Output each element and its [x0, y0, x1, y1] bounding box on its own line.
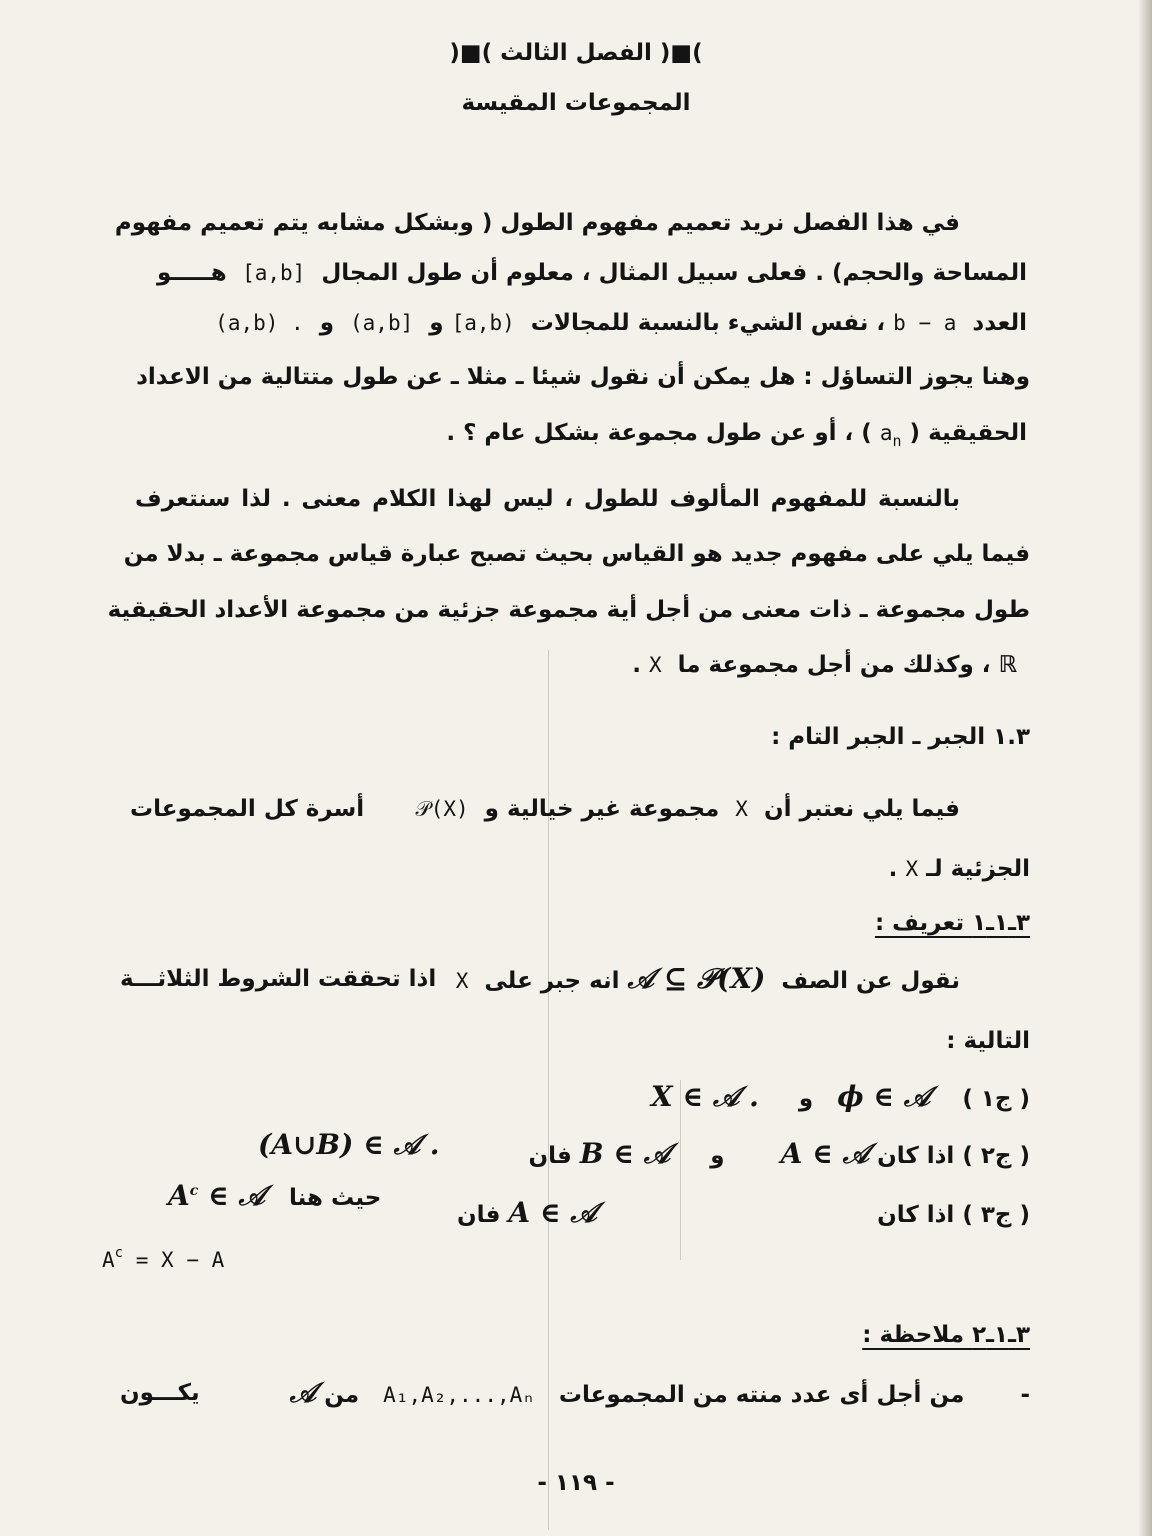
condition-3 — [457, 1196, 1030, 1232]
remark-text: يكـــون — [120, 1380, 200, 1406]
section-heading: ١.٣ الجبر ـ الجبر التام : — [771, 724, 1030, 750]
chapter-subtitle: المجموعات المقيسة — [461, 90, 691, 116]
math-set-x: X — [905, 857, 919, 881]
para2-text: . — [632, 652, 641, 678]
condition-text: و — [710, 1143, 725, 1169]
intro-line-2 — [157, 256, 1027, 290]
definition-line-1 — [120, 962, 960, 998]
section-text: فيما يلي نعتبر أن — [763, 796, 960, 822]
complement-superscript: c — [114, 1245, 124, 1261]
intro-text: هـــــو — [157, 260, 227, 286]
section-text: أسرة كل المجموعات — [130, 796, 365, 822]
math-a-in-algebra: A ∈ 𝒜 — [780, 1137, 870, 1170]
math-set-x: X — [455, 969, 469, 993]
membership-symbol: ∈ 𝒜 — [208, 1179, 265, 1212]
math-interval: (a,b] — [350, 311, 414, 335]
math-interval: [a,b] — [242, 261, 306, 285]
definition-text: نقول عن الصف — [781, 968, 960, 994]
condition-label: ( ج١ ) — [962, 1086, 1030, 1112]
intro-line-4: وهنا يجوز التساؤل : هل يمكن أن نقول شيئا ـ مثلا ـ عن طول متتالية من الاعداد — [136, 364, 1030, 390]
math-sequence — [879, 421, 902, 450]
condition-text: فان — [528, 1143, 572, 1169]
definition-heading: ٣ـ١ـ١ تعريف : — [874, 910, 1030, 936]
page-edge-shadow — [1138, 0, 1152, 1536]
math-difference: b − a — [893, 311, 957, 335]
math-algebra-symbol: 𝒜 — [289, 1376, 317, 1409]
intro-text: ) ، أو عن طول مجموعة بشكل عام ؟ . — [446, 420, 872, 446]
remark-text: من — [324, 1382, 360, 1408]
condition-label: ( ج٣ ) اذا كان — [877, 1202, 1030, 1228]
math-union-in-algebra: (A∪B) ∈ 𝒜 . — [258, 1128, 440, 1161]
definition-line-2: التالية : — [946, 1028, 1030, 1054]
math-interval: (a,b) . — [215, 311, 304, 335]
math-b-in-algebra: B ∈ 𝒜 — [579, 1137, 671, 1170]
math-interval: [a,b) — [451, 311, 515, 335]
remark-dash: - — [1020, 1382, 1030, 1408]
para2-line-2: فيما يلي على مفهوم جديد هو القياس بحيث تصبح عبارة قياس مجموعة ـ بدلا من — [123, 541, 1030, 567]
definition-text: انه جبر على — [484, 968, 620, 994]
condition-text: و — [798, 1086, 814, 1112]
complement-rhs: = X − A — [135, 1248, 225, 1272]
intro-text: المساحة والحجم) . فعلى سبيل المثال ، معلوم أن طول المجال — [321, 260, 1027, 286]
complement-base: A — [102, 1248, 115, 1272]
remark-heading: ٣ـ١ـ٢ ملاحظة : — [862, 1322, 1030, 1348]
intro-line-3 — [157, 306, 1027, 340]
sequence-subscript: n — [892, 432, 902, 450]
math-finite-sequence: A₁,A₂,...,Aₙ — [383, 1383, 535, 1407]
condition-1 — [651, 1080, 1030, 1116]
math-power-set: 𝒫(X) — [415, 797, 469, 821]
para2-line-3: طول مجموعة ـ ذات معنى من أجل أية مجموعة جزئية من مجموعة الأعداد الحقيقية — [107, 597, 1030, 623]
section-text: مجموعة غير خيالية و — [484, 796, 720, 822]
remark-text: من أجل أى عدد منته من المجموعات — [558, 1382, 965, 1408]
chapter-title: )■( الفصل الثالث )■( — [449, 40, 703, 66]
condition-text: حيث هنا — [289, 1185, 382, 1211]
intro-text: ، نفس الشيء بالنسبة للمجالات — [530, 310, 886, 336]
section-line-2 — [889, 852, 1030, 886]
complement-note — [168, 1174, 381, 1215]
section-text: . — [888, 856, 898, 882]
para2-text: ، وكذلك من أجل مجموعة ما — [677, 652, 991, 678]
math-set-x: X — [648, 653, 662, 677]
remark-line-1 — [120, 1376, 1030, 1412]
section-line-1 — [130, 792, 960, 826]
sequence-symbol: a — [879, 421, 893, 445]
reals-symbol: ℝ — [998, 652, 1017, 678]
definition-text: اذا تحققت الشروط الثلاثـــة — [120, 966, 437, 992]
math-set-x: X — [735, 797, 748, 821]
condition-text: فان — [457, 1202, 501, 1228]
para2-line-4 — [632, 648, 1017, 682]
page-number: - ١١٩ - — [537, 1470, 615, 1496]
intro-line-1: في هذا الفصل نريد تعميم مفهوم الطول ( وبشكل مشابه يتم تعميم مفهوم — [114, 210, 960, 236]
intro-text: العدد — [972, 310, 1027, 336]
math-x-in-algebra: X ∈ 𝒜 . — [650, 1080, 759, 1113]
condition-label: ( ج٢ ) اذا كان — [877, 1143, 1030, 1169]
complement-definition — [102, 1236, 224, 1277]
complement-superscript: c — [189, 1183, 199, 1199]
condition-2 — [529, 1137, 1031, 1173]
math-complement-in-algebra — [168, 1179, 265, 1212]
intro-text: الحقيقية ( — [909, 420, 1027, 446]
section-text: الجزئية لـ — [926, 856, 1030, 882]
complement-base: A — [168, 1179, 190, 1212]
para2-line-1: بالنسبة للمفهوم المألوف للطول ، ليس لهذا الكلام معنى . لذا سنتعرف — [135, 486, 960, 512]
intro-text: و — [319, 310, 334, 336]
math-a-in-algebra: A ∈ 𝒜 — [508, 1196, 597, 1229]
math-algebra-subset: 𝒜 ⊆ 𝒫(X) — [627, 962, 766, 995]
intro-line-5 — [446, 416, 1027, 458]
math-empty-in-algebra: ϕ ∈ 𝒜 — [837, 1080, 931, 1113]
intro-text: و — [429, 310, 444, 336]
